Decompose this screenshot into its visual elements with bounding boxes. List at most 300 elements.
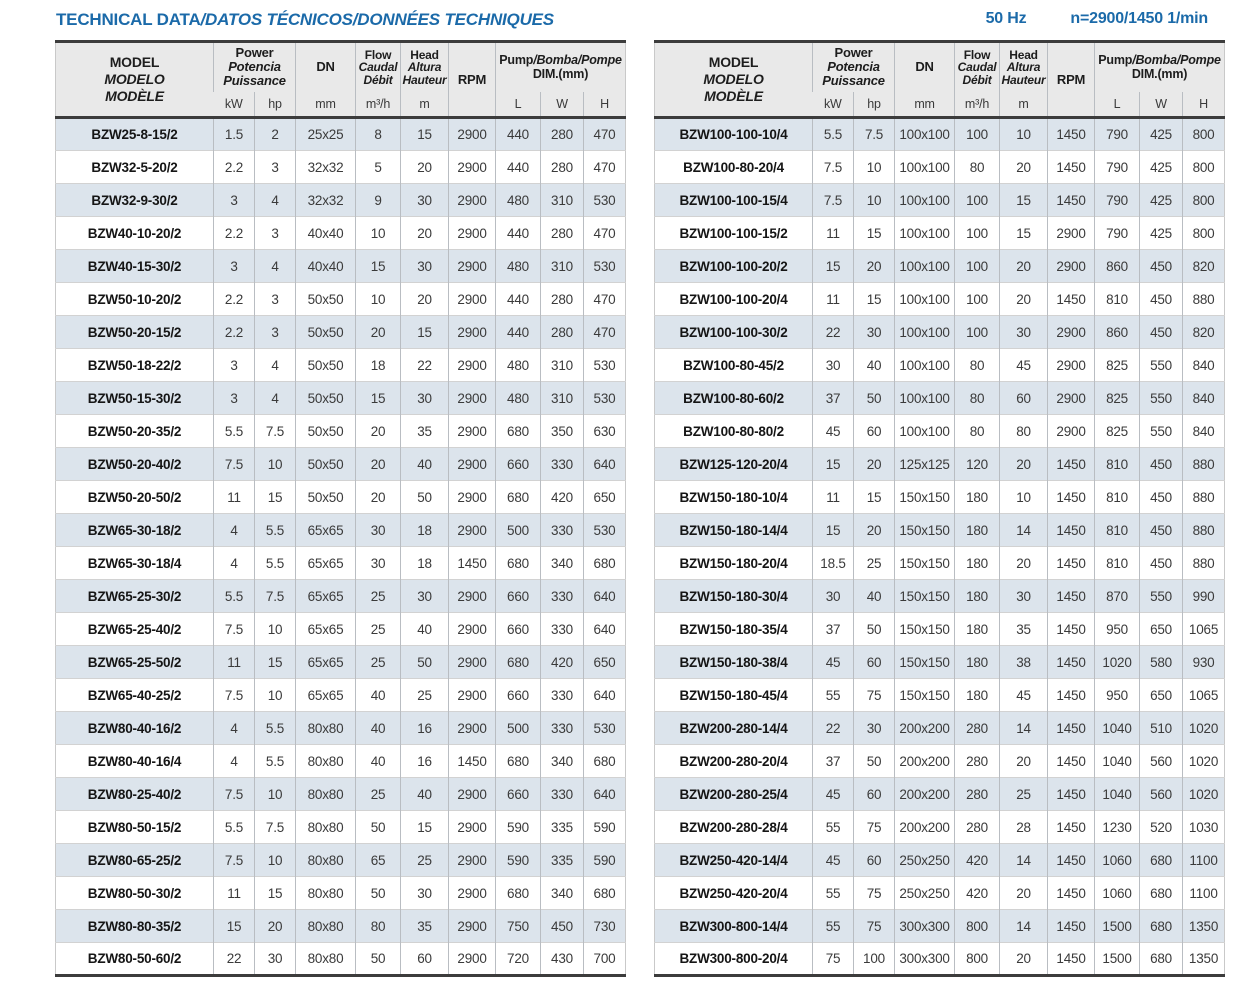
value-cell: 25 <box>356 778 401 811</box>
value-cell: 1065 <box>1183 613 1225 646</box>
value-cell: 1450 <box>1048 184 1095 217</box>
value-cell: 20 <box>1000 250 1048 283</box>
value-cell: 650 <box>584 646 626 679</box>
dn-column-header: DN <box>296 42 356 92</box>
table-row <box>56 283 626 316</box>
table-row <box>655 448 1225 481</box>
value-cell: 80 <box>1000 415 1048 448</box>
value-cell: 60 <box>854 415 895 448</box>
value-cell: 2900 <box>449 316 496 349</box>
value-cell: 14 <box>1000 712 1048 745</box>
value-cell: 810 <box>1095 448 1140 481</box>
value-cell: 50x50 <box>296 316 356 349</box>
value-cell: 180 <box>955 580 1000 613</box>
value-cell: 55 <box>813 811 854 844</box>
value-cell: 300x300 <box>895 910 955 943</box>
power-column-header: Power Potencia Puissance <box>214 42 296 92</box>
value-cell: 40x40 <box>296 217 356 250</box>
value-cell: 30 <box>401 382 449 415</box>
value-cell: 860 <box>1095 250 1140 283</box>
table-row <box>655 778 1225 811</box>
value-cell: 100 <box>955 184 1000 217</box>
value-cell: 590 <box>496 811 541 844</box>
value-cell: 22 <box>813 712 854 745</box>
value-cell: 2900 <box>449 844 496 877</box>
value-cell: 75 <box>813 943 854 976</box>
value-cell: 470 <box>584 217 626 250</box>
value-cell: 20 <box>1000 547 1048 580</box>
value-cell: 7.5 <box>214 778 255 811</box>
value-cell: 37 <box>813 745 854 778</box>
value-cell: 1020 <box>1095 646 1140 679</box>
table-row <box>655 514 1225 547</box>
value-cell: 5.5 <box>214 580 255 613</box>
value-cell: 1020 <box>1183 778 1225 811</box>
value-cell: 310 <box>541 250 584 283</box>
value-cell: 3 <box>255 283 296 316</box>
value-cell: 7.5 <box>813 151 854 184</box>
hp-unit-label: hp <box>854 92 895 118</box>
value-cell: 2900 <box>449 481 496 514</box>
dim-w-label: W <box>541 92 584 118</box>
model-cell: BZW150-180-30/4 <box>655 580 813 613</box>
model-cell: BZW65-25-40/2 <box>56 613 214 646</box>
table-row <box>56 250 626 283</box>
dn-column-header: DN <box>895 42 955 92</box>
table-row <box>56 811 626 844</box>
value-cell: 1350 <box>1183 943 1225 976</box>
model-cell: BZW65-25-30/2 <box>56 580 214 613</box>
model-cell: BZW50-20-50/2 <box>56 481 214 514</box>
value-cell: 1500 <box>1095 910 1140 943</box>
value-cell: 2.2 <box>214 316 255 349</box>
value-cell: 20 <box>356 415 401 448</box>
value-cell: 810 <box>1095 481 1140 514</box>
value-cell: 10 <box>1000 481 1048 514</box>
value-cell: 20 <box>1000 745 1048 778</box>
value-cell: 2900 <box>449 778 496 811</box>
value-cell: 25 <box>356 580 401 613</box>
value-cell: 450 <box>1140 250 1183 283</box>
value-cell: 10 <box>854 151 895 184</box>
value-cell: 7.5 <box>854 118 895 151</box>
model-cell: BZW80-40-16/2 <box>56 712 214 745</box>
value-cell: 4 <box>255 349 296 382</box>
value-cell: 1450 <box>1048 580 1095 613</box>
table-row <box>655 580 1225 613</box>
value-cell: 1450 <box>1048 844 1095 877</box>
value-cell: 310 <box>541 184 584 217</box>
model-cell: BZW25-8-15/2 <box>56 118 214 151</box>
value-cell: 560 <box>1140 778 1183 811</box>
value-cell: 11 <box>214 646 255 679</box>
value-cell: 810 <box>1095 514 1140 547</box>
value-cell: 470 <box>584 151 626 184</box>
value-cell: 200x200 <box>895 745 955 778</box>
value-cell: 20 <box>1000 448 1048 481</box>
value-cell: 650 <box>584 481 626 514</box>
table-row <box>655 646 1225 679</box>
value-cell: 440 <box>496 316 541 349</box>
value-cell: 25 <box>854 547 895 580</box>
model-cell: BZW100-80-45/2 <box>655 349 813 382</box>
value-cell: 280 <box>541 118 584 151</box>
value-cell: 20 <box>356 448 401 481</box>
value-cell: 450 <box>1140 448 1183 481</box>
value-cell: 15 <box>255 646 296 679</box>
value-cell: 1450 <box>1048 943 1095 976</box>
value-cell: 100x100 <box>895 283 955 316</box>
value-cell: 1040 <box>1095 712 1140 745</box>
value-cell: 65x65 <box>296 613 356 646</box>
value-cell: 590 <box>584 811 626 844</box>
value-cell: 11 <box>214 877 255 910</box>
value-cell: 2900 <box>449 349 496 382</box>
value-cell: 425 <box>1140 118 1183 151</box>
value-cell: 480 <box>496 250 541 283</box>
table-row <box>56 745 626 778</box>
value-cell: 1030 <box>1183 811 1225 844</box>
value-cell: 870 <box>1095 580 1140 613</box>
value-cell: 640 <box>584 448 626 481</box>
value-cell: 40 <box>854 580 895 613</box>
value-cell: 280 <box>955 745 1000 778</box>
value-cell: 80 <box>356 910 401 943</box>
value-cell: 4 <box>255 184 296 217</box>
value-cell: 20 <box>854 250 895 283</box>
mm-unit-label: mm <box>296 92 356 118</box>
model-cell: BZW80-65-25/2 <box>56 844 214 877</box>
value-cell: 180 <box>955 514 1000 547</box>
value-cell: 1450 <box>1048 481 1095 514</box>
value-cell: 500 <box>496 712 541 745</box>
value-cell: 5.5 <box>813 118 854 151</box>
value-cell: 30 <box>401 877 449 910</box>
value-cell: 60 <box>854 844 895 877</box>
value-cell: 1450 <box>1048 514 1095 547</box>
model-cell: BZW65-30-18/2 <box>56 514 214 547</box>
value-cell: 3 <box>255 151 296 184</box>
value-cell: 30 <box>255 943 296 976</box>
speed-label: n=2900/1450 1/min <box>1070 10 1208 27</box>
value-cell: 880 <box>1183 283 1225 316</box>
value-cell: 125x125 <box>895 448 955 481</box>
value-cell: 1060 <box>1095 877 1140 910</box>
value-cell: 340 <box>541 547 584 580</box>
table-row <box>56 349 626 382</box>
value-cell: 60 <box>401 943 449 976</box>
value-cell: 680 <box>496 877 541 910</box>
table-row <box>56 118 626 151</box>
value-cell: 2900 <box>1048 382 1095 415</box>
value-cell: 30 <box>1000 580 1048 613</box>
value-cell: 2900 <box>449 943 496 976</box>
value-cell: 660 <box>496 778 541 811</box>
value-cell: 330 <box>541 613 584 646</box>
table-row <box>655 712 1225 745</box>
value-cell: 50 <box>854 745 895 778</box>
value-cell: 680 <box>584 547 626 580</box>
value-cell: 30 <box>401 250 449 283</box>
value-cell: 15 <box>813 448 854 481</box>
table-row <box>56 580 626 613</box>
model-cell: BZW80-50-30/2 <box>56 877 214 910</box>
value-cell: 7.5 <box>813 184 854 217</box>
value-cell: 5.5 <box>255 712 296 745</box>
value-cell: 65x65 <box>296 547 356 580</box>
tables-container <box>0 36 1254 977</box>
dim-l-label: L <box>1095 92 1140 118</box>
model-cell: BZW100-100-10/4 <box>655 118 813 151</box>
value-cell: 80 <box>955 151 1000 184</box>
frequency-speed-group <box>986 10 1208 28</box>
page-header <box>0 0 1254 36</box>
flow-unit-label: m³/h <box>955 92 1000 118</box>
model-cell: BZW250-420-14/4 <box>655 844 813 877</box>
value-cell: 38 <box>1000 646 1048 679</box>
value-cell: 14 <box>1000 514 1048 547</box>
value-cell: 100 <box>955 316 1000 349</box>
value-cell: 450 <box>1140 547 1183 580</box>
value-cell: 40 <box>401 778 449 811</box>
value-cell: 15 <box>854 217 895 250</box>
dim-h-label: H <box>1183 92 1225 118</box>
value-cell: 11 <box>214 481 255 514</box>
value-cell: 10 <box>255 679 296 712</box>
value-cell: 3 <box>214 184 255 217</box>
value-cell: 20 <box>255 910 296 943</box>
value-cell: 100x100 <box>895 415 955 448</box>
value-cell: 880 <box>1183 514 1225 547</box>
value-cell: 11 <box>813 481 854 514</box>
value-cell: 5.5 <box>255 547 296 580</box>
value-cell: 60 <box>854 646 895 679</box>
model-cell: BZW150-180-14/4 <box>655 514 813 547</box>
value-cell: 950 <box>1095 613 1140 646</box>
value-cell: 30 <box>356 547 401 580</box>
value-cell: 50 <box>401 646 449 679</box>
value-cell: 280 <box>541 316 584 349</box>
value-cell: 14 <box>1000 844 1048 877</box>
value-cell: 860 <box>1095 316 1140 349</box>
value-cell: 80x80 <box>296 712 356 745</box>
value-cell: 2900 <box>449 415 496 448</box>
model-cell: BZW100-100-15/2 <box>655 217 813 250</box>
value-cell: 470 <box>584 118 626 151</box>
value-cell: 30 <box>854 712 895 745</box>
value-cell: 1.5 <box>214 118 255 151</box>
value-cell: 1500 <box>1095 943 1140 976</box>
value-cell: 15 <box>813 250 854 283</box>
value-cell: 35 <box>401 415 449 448</box>
value-cell: 32x32 <box>296 184 356 217</box>
value-cell: 80 <box>955 382 1000 415</box>
value-cell: 820 <box>1183 316 1225 349</box>
value-cell: 45 <box>1000 349 1048 382</box>
value-cell: 840 <box>1183 382 1225 415</box>
value-cell: 280 <box>541 151 584 184</box>
value-cell: 820 <box>1183 250 1225 283</box>
value-cell: 10 <box>356 283 401 316</box>
value-cell: 330 <box>541 448 584 481</box>
value-cell: 680 <box>496 481 541 514</box>
value-cell: 990 <box>1183 580 1225 613</box>
value-cell: 20 <box>854 448 895 481</box>
value-cell: 3 <box>255 217 296 250</box>
value-cell: 280 <box>955 811 1000 844</box>
value-cell: 25 <box>401 679 449 712</box>
value-cell: 2.2 <box>214 217 255 250</box>
value-cell: 2900 <box>449 382 496 415</box>
value-cell: 11 <box>813 217 854 250</box>
value-cell: 700 <box>584 943 626 976</box>
value-cell: 440 <box>496 217 541 250</box>
model-column-header: MODEL MODELO MODÈLE <box>56 42 214 118</box>
value-cell: 560 <box>1140 745 1183 778</box>
table-row <box>655 349 1225 382</box>
value-cell: 2900 <box>449 118 496 151</box>
value-cell: 430 <box>541 943 584 976</box>
value-cell: 45 <box>813 778 854 811</box>
value-cell: 100x100 <box>895 250 955 283</box>
value-cell: 330 <box>541 778 584 811</box>
value-cell: 510 <box>1140 712 1183 745</box>
value-cell: 7.5 <box>214 844 255 877</box>
table-row <box>655 184 1225 217</box>
value-cell: 7.5 <box>214 448 255 481</box>
value-cell: 790 <box>1095 184 1140 217</box>
value-cell: 75 <box>854 877 895 910</box>
value-cell: 300x300 <box>895 943 955 976</box>
value-cell: 730 <box>584 910 626 943</box>
value-cell: 630 <box>584 415 626 448</box>
value-cell: 530 <box>584 349 626 382</box>
value-cell: 80x80 <box>296 811 356 844</box>
value-cell: 40 <box>401 448 449 481</box>
table-row <box>56 316 626 349</box>
model-cell: BZW300-800-20/4 <box>655 943 813 976</box>
model-cell: BZW150-180-35/4 <box>655 613 813 646</box>
flow-column-header: Flow Caudal Débit <box>356 42 401 92</box>
value-cell: 4 <box>214 712 255 745</box>
value-cell: 660 <box>496 613 541 646</box>
model-cell: BZW200-280-25/4 <box>655 778 813 811</box>
right-data-table <box>654 40 1225 977</box>
value-cell: 16 <box>401 712 449 745</box>
value-cell: 590 <box>496 844 541 877</box>
value-cell: 75 <box>854 910 895 943</box>
value-cell: 18 <box>356 349 401 382</box>
value-cell: 75 <box>854 811 895 844</box>
value-cell: 7.5 <box>214 679 255 712</box>
value-cell: 22 <box>214 943 255 976</box>
value-cell: 100x100 <box>895 349 955 382</box>
table-row <box>56 877 626 910</box>
value-cell: 330 <box>541 514 584 547</box>
model-cell: BZW80-80-35/2 <box>56 910 214 943</box>
value-cell: 480 <box>496 349 541 382</box>
value-cell: 330 <box>541 580 584 613</box>
value-cell: 1450 <box>1048 151 1095 184</box>
value-cell: 440 <box>496 118 541 151</box>
value-cell: 1020 <box>1183 745 1225 778</box>
value-cell: 30 <box>813 580 854 613</box>
value-cell: 550 <box>1140 382 1183 415</box>
value-cell: 10 <box>255 778 296 811</box>
value-cell: 9 <box>356 184 401 217</box>
value-cell: 40 <box>356 745 401 778</box>
value-cell: 15 <box>401 811 449 844</box>
value-cell: 30 <box>854 316 895 349</box>
table-row <box>56 910 626 943</box>
left-data-table <box>55 40 626 977</box>
value-cell: 640 <box>584 613 626 646</box>
value-cell: 810 <box>1095 283 1140 316</box>
value-cell: 15 <box>214 910 255 943</box>
value-cell: 16 <box>401 745 449 778</box>
value-cell: 55 <box>813 679 854 712</box>
value-cell: 1450 <box>1048 745 1095 778</box>
value-cell: 2900 <box>1048 250 1095 283</box>
table-row <box>56 844 626 877</box>
value-cell: 2900 <box>449 679 496 712</box>
value-cell: 480 <box>496 382 541 415</box>
value-cell: 37 <box>813 613 854 646</box>
value-cell: 2900 <box>449 514 496 547</box>
table-row <box>56 613 626 646</box>
model-cell: BZW80-25-40/2 <box>56 778 214 811</box>
value-cell: 580 <box>1140 646 1183 679</box>
value-cell: 15 <box>1000 184 1048 217</box>
flow-column-header: Flow Caudal Débit <box>955 42 1000 92</box>
value-cell: 425 <box>1140 184 1183 217</box>
value-cell: 330 <box>541 712 584 745</box>
value-cell: 30 <box>401 580 449 613</box>
value-cell: 420 <box>955 877 1000 910</box>
value-cell: 80x80 <box>296 778 356 811</box>
table-row <box>56 382 626 415</box>
value-cell: 1450 <box>1048 547 1095 580</box>
value-cell: 680 <box>496 415 541 448</box>
value-cell: 840 <box>1183 349 1225 382</box>
model-cell: BZW50-20-15/2 <box>56 316 214 349</box>
table-row <box>655 844 1225 877</box>
value-cell: 45 <box>813 844 854 877</box>
model-cell: BZW65-40-25/2 <box>56 679 214 712</box>
value-cell: 420 <box>955 844 1000 877</box>
value-cell: 4 <box>214 514 255 547</box>
model-cell: BZW125-120-20/4 <box>655 448 813 481</box>
value-cell: 65x65 <box>296 580 356 613</box>
value-cell: 550 <box>1140 580 1183 613</box>
value-cell: 425 <box>1140 151 1183 184</box>
value-cell: 150x150 <box>895 679 955 712</box>
table-row <box>655 415 1225 448</box>
value-cell: 32x32 <box>296 151 356 184</box>
value-cell: 640 <box>584 580 626 613</box>
table-row <box>655 613 1225 646</box>
value-cell: 18 <box>401 547 449 580</box>
value-cell: 65x65 <box>296 646 356 679</box>
value-cell: 80x80 <box>296 844 356 877</box>
value-cell: 2900 <box>449 580 496 613</box>
value-cell: 550 <box>1140 415 1183 448</box>
value-cell: 1020 <box>1183 712 1225 745</box>
value-cell: 680 <box>1140 910 1183 943</box>
value-cell: 100 <box>854 943 895 976</box>
value-cell: 340 <box>541 745 584 778</box>
value-cell: 480 <box>496 184 541 217</box>
